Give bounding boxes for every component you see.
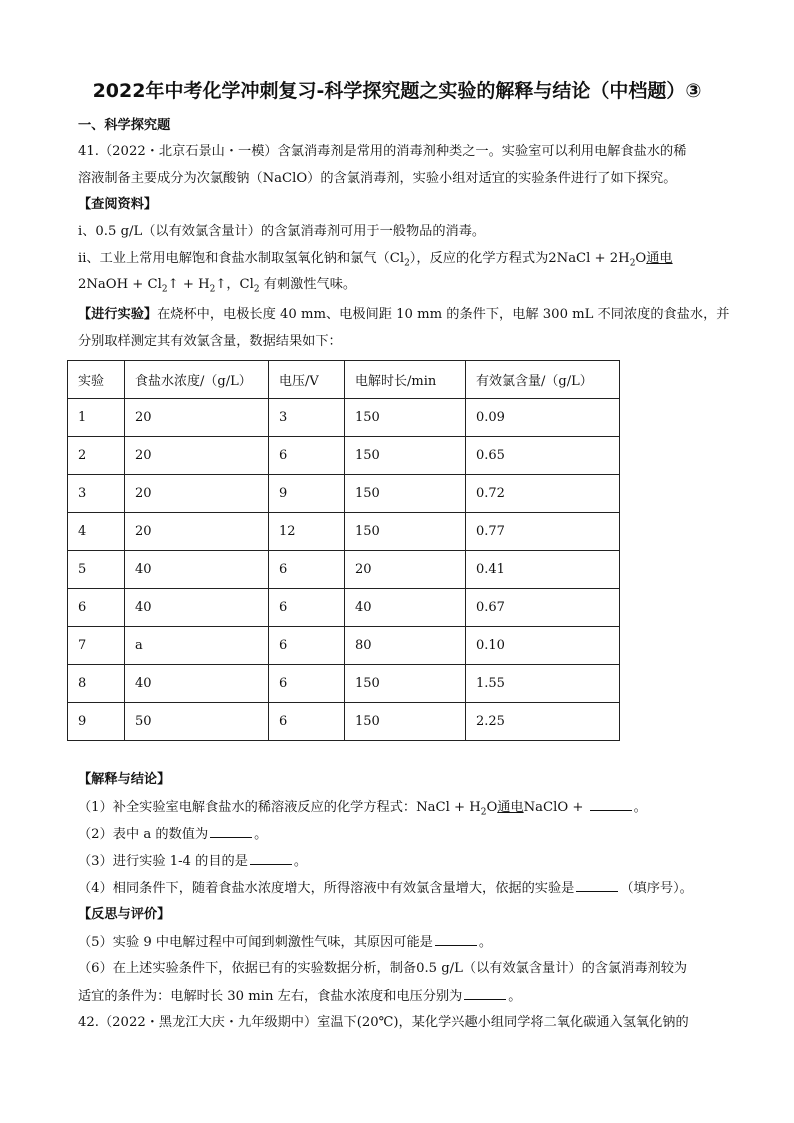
section-heading: 一、科学探究题	[78, 118, 171, 133]
page-title: 2022年中考化学冲刺复习-科学探究题之实验的解释与结论（中档题）③	[92, 80, 702, 102]
table-cell: 6	[68, 589, 125, 627]
table-cell: 40	[345, 589, 466, 627]
table-cell: 3	[68, 475, 125, 513]
experiment-line2: 分别取样测定其有效氯含量，数据结果如下：	[78, 334, 342, 349]
table-row	[68, 703, 620, 741]
table-header-cell: 实验	[68, 361, 125, 399]
table-cell: 20	[125, 475, 269, 513]
answer-blank-3[interactable]	[250, 851, 292, 865]
q42-intro-line1: 42.（2022・黑龙江大庆・九年级期中）室温下(20℃)，某化学兴趣小组同学将二氧化碳通入氢氧化钠的	[78, 1015, 689, 1030]
answer-blank-4[interactable]	[576, 878, 618, 892]
answer-blank-5[interactable]	[435, 932, 477, 946]
table-cell: 2	[68, 437, 125, 475]
table-cell: 6	[269, 703, 345, 741]
table-row	[68, 399, 620, 437]
table-cell: 150	[345, 475, 466, 513]
table-cell: 3	[269, 399, 345, 437]
table-cell: 20	[345, 551, 466, 589]
table-cell: 50	[125, 703, 269, 741]
table-header-row	[68, 361, 620, 399]
info-item-2: ⅱ、工业上常用电解饱和食盐水制取氢氧化钠和氯气$(Cl_2)$，反应的化学方程式为2NaCl + $2H_2O$通电	[78, 251, 673, 269]
table-cell: 20	[125, 399, 269, 437]
table-cell: 40	[125, 551, 269, 589]
question-4: （4）相同条件下，随着食盐水浓度增大，所得溶液中有效氯含量增大，依据的实验是 （填序号）。	[78, 878, 738, 899]
table-cell: 150	[345, 513, 466, 551]
info-heading: 【查阅资料】	[78, 197, 158, 212]
table-cell: 9	[269, 475, 345, 513]
answer-blank-1[interactable]	[590, 797, 632, 811]
reflection-heading: 【反思与评价】	[78, 907, 171, 922]
table-cell: 6	[269, 665, 345, 703]
table-cell: 0.09	[466, 399, 620, 437]
table-cell: 0.72	[466, 475, 620, 513]
table-cell: 20	[125, 437, 269, 475]
table-cell: 6	[269, 551, 345, 589]
table-header-cell: 电压/V	[269, 361, 345, 399]
question-3: （3）进行实验 1-4 的目的是 。	[78, 851, 738, 872]
table-row	[68, 437, 620, 475]
table-header-cell: 有效氯含量/（g/L）	[466, 361, 620, 399]
table-row	[68, 551, 620, 589]
table-cell: 12	[269, 513, 345, 551]
table-cell: 0.41	[466, 551, 620, 589]
experiment-line1: 【进行实验】在烧杯中，电极长度 40 mm、电极间距 10 mm 的条件下，电解 300 mL 不同浓度的食盐水，并	[78, 307, 730, 322]
table-row	[68, 627, 620, 665]
table-row	[68, 513, 620, 551]
q41-intro-line1: 41.（2022・北京石景山・一模）含氯消毒剂是常用的消毒剂种类之一。实验室可以利用电解食盐水的稀	[78, 144, 687, 159]
experiment-heading: 【进行实验】	[78, 307, 158, 322]
table-cell: 1	[68, 399, 125, 437]
table-cell: 8	[68, 665, 125, 703]
table-row	[68, 665, 620, 703]
table-cell: 5	[68, 551, 125, 589]
table-row	[68, 475, 620, 513]
table-cell: 9	[68, 703, 125, 741]
table-cell: 80	[345, 627, 466, 665]
table-header-cell: 电解时长/min	[345, 361, 466, 399]
question-6-line1: （6）在上述实验条件下，依据已有的实验数据分析，制备0.5 g/L（以有效氯含量计）的含氯消毒剂较为	[78, 961, 688, 976]
answer-blank-2[interactable]	[210, 824, 252, 838]
conclusion-heading: 【解释与结论】	[78, 772, 171, 787]
table-cell: 150	[345, 399, 466, 437]
table-cell: 0.10	[466, 627, 620, 665]
answer-blank-6[interactable]	[464, 986, 506, 1000]
table-cell: a	[125, 627, 269, 665]
q41-intro-line2: 溶液制备主要成分为次氯酸钠（NaClO）的含氯消毒剂，实验小组对适宜的实验条件进行了如下探究。	[78, 171, 677, 186]
table-cell: 40	[125, 589, 269, 627]
question-2: （2）表中 a 的数值为 。	[78, 824, 738, 845]
table-cell: 150	[345, 703, 466, 741]
table-row	[68, 589, 620, 627]
table-cell: 0.65	[466, 437, 620, 475]
table-cell: 6	[269, 437, 345, 475]
table-cell: 40	[125, 665, 269, 703]
reaction-condition: 通电	[646, 251, 673, 266]
table-cell: 6	[269, 589, 345, 627]
question-6-line2: 适宜的条件为：电解时长 30 min 左右，食盐水浓度和电压分别为 。	[78, 986, 738, 1007]
table-cell: 0.77	[466, 513, 620, 551]
question-5: （5）实验 9 中电解过程中可闻到刺激性气味，其原因可能是 。	[78, 932, 738, 953]
table-header-cell: 食盐水浓度/（g/L）	[125, 361, 269, 399]
table-cell: 0.67	[466, 589, 620, 627]
table-cell: 6	[269, 627, 345, 665]
table-cell: 2.25	[466, 703, 620, 741]
table-cell: 7	[68, 627, 125, 665]
table-cell: 20	[125, 513, 269, 551]
table-cell: 1.55	[466, 665, 620, 703]
info-item-2-cont: 2NaOH + $Cl_2↑$ + $H_2↑$，$Cl_2$ 有刺激性气味。	[78, 277, 357, 295]
experiment-table	[67, 360, 620, 741]
question-1: （1）补全实验室电解食盐水的稀溶液反应的化学方程式：NaCl + $H_2O$通电NaClO + 。	[78, 797, 738, 823]
table-cell: 150	[345, 665, 466, 703]
info-item-1: ⅰ、0.5 g/L（以有效氯含量计）的含氯消毒剂可用于一般物品的消毒。	[78, 224, 486, 239]
table-cell: 150	[345, 437, 466, 475]
table-cell: 4	[68, 513, 125, 551]
